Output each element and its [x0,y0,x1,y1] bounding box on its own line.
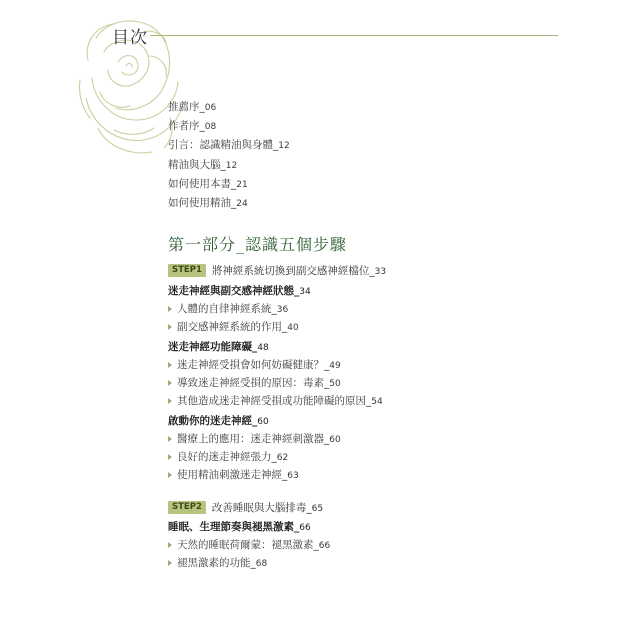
section-item[interactable]: 褪黑激素的功能_68 [168,556,330,570]
section-item[interactable]: 醫療上的應用：迷走神經刺激器_60 [168,432,386,446]
triangle-bullet-icon [168,542,172,548]
triangle-bullet-icon [168,454,172,460]
front-matter-item[interactable]: 引言：認識精油與身體_12 [168,139,290,152]
section-heading[interactable]: 迷走神經與副交感神經狀態_34 [168,285,311,297]
section-item[interactable]: 使用精油刺激迷走神經_63 [168,468,386,482]
front-matter-list [168,98,290,213]
front-matter-item[interactable]: 精油與大腦_12 [168,158,238,171]
triangle-bullet-icon [168,436,172,442]
section-heading[interactable]: 睡眠、生理節奏與褪黑激素_66 [168,521,311,533]
section-item[interactable]: 副交感神經系統的作用_40 [168,320,386,334]
step-tag: STEP2 [168,501,206,514]
section-item[interactable]: 其他造成迷走神經受損或功能障礙的原因_54 [168,394,386,408]
front-matter-item[interactable]: 如何使用本書_21 [168,177,248,190]
section-item[interactable]: 天然的睡眠荷爾蒙：褪黑激素_66 [168,538,330,552]
step-tag: STEP1 [168,264,206,277]
title-rule [150,35,558,36]
section-heading[interactable]: 迷走神經功能障礙_48 [168,341,269,353]
triangle-bullet-icon [168,380,172,386]
triangle-bullet-icon [168,306,172,312]
triangle-bullet-icon [168,362,172,368]
step1-block [168,263,386,482]
section-heading[interactable]: 啟動你的迷走神經_60 [168,415,269,427]
section-item[interactable]: 良好的迷走神經張力_62 [168,450,386,464]
step-row[interactable] [168,500,330,514]
triangle-bullet-icon [168,324,172,330]
step-title: 改善睡眠與大腦排毒_65 [211,501,324,514]
triangle-bullet-icon [168,472,172,478]
step-row[interactable] [168,263,386,277]
front-matter-item[interactable]: 如何使用精油_24 [168,197,248,210]
part-title: 第一部分_認識五個步驟 [168,235,348,254]
section-item[interactable]: 人體的自律神經系統_36 [168,302,386,316]
step-title: 將神經系統切換到副交感神經檔位_33 [211,264,387,277]
toc-title: 目次 [112,28,148,48]
triangle-bullet-icon [168,398,172,404]
front-matter-item[interactable]: 作者序_08 [168,120,217,133]
triangle-bullet-icon [168,560,172,566]
section-item[interactable]: 導致迷走神經受損的原因：毒素_50 [168,376,386,390]
section-item[interactable]: 迷走神經受損會如何妨礙健康？_49 [168,358,386,372]
front-matter-item[interactable]: 推薦序_06 [168,101,217,113]
step2-block [168,500,330,570]
